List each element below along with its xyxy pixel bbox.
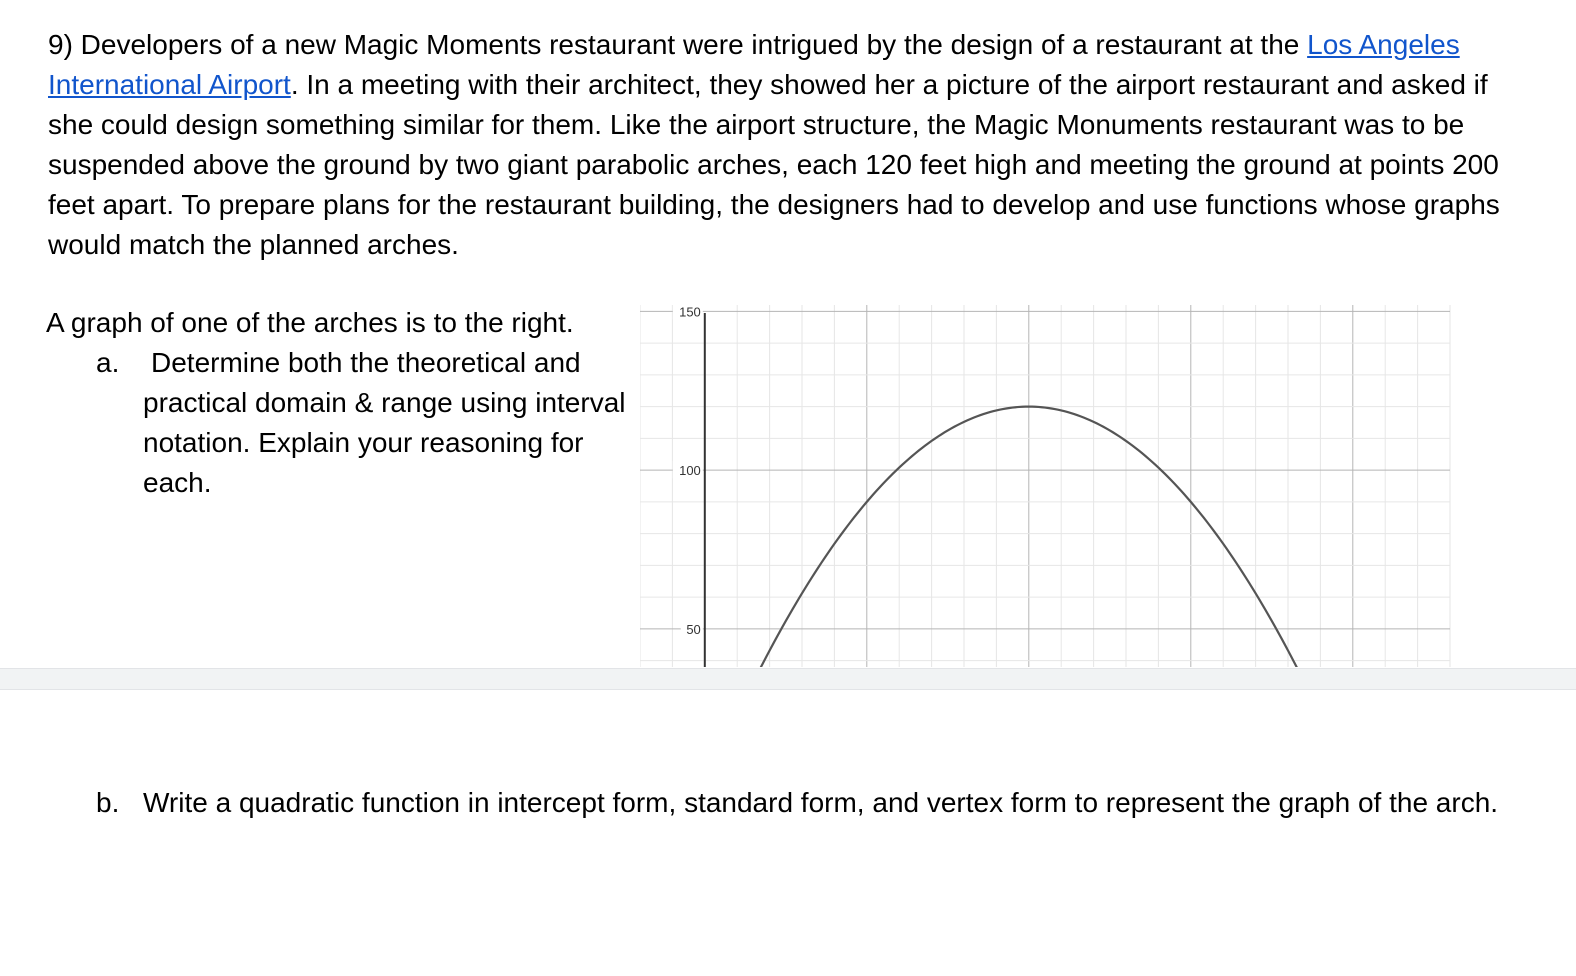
page-break <box>0 668 1576 690</box>
part-b-text: Write a quadratic function in intercept form, standard form, and vertex form to represent the graph of the arch. <box>143 787 1499 818</box>
part-b-question <box>96 783 1516 823</box>
part-a-marker: a. <box>96 347 120 378</box>
part-a-question <box>96 343 626 503</box>
los-angeles-airport-link[interactable]: Los Angeles International Airport <box>48 29 1460 100</box>
problem-statement <box>48 25 1508 265</box>
part-b-marker: b. <box>96 787 120 818</box>
graph-reference-text: A graph of one of the arches is to the right. <box>46 307 574 338</box>
arch-graph <box>640 305 1455 667</box>
y-tick-label: 100 <box>679 463 701 479</box>
problem-intro-continued: . In a meeting with their architect, they showed her a picture of the airport restaurant and asked if she could design something similar for them. Like the airport structure, the Magic Monuments restaurant was to be suspended above the ground by two giant parabolic arches, each 120 feet high and meeting the ground at points 200 feet apart. To prepare plans for the restaurant building, the designers had to develop and use functions whose graphs would match the planned arches. <box>48 69 1500 260</box>
part-a-text: Determine both the theoretical and practical domain & range using interval notation. Explain your reasoning for each. <box>143 347 626 498</box>
problem-intro-text: 9) Developers of a new Magic Moments restaurant were intrigued by the design of a restaurant at the <box>48 29 1308 60</box>
y-tick-label: 50 <box>686 621 701 637</box>
y-tick-label: 150 <box>679 305 701 320</box>
